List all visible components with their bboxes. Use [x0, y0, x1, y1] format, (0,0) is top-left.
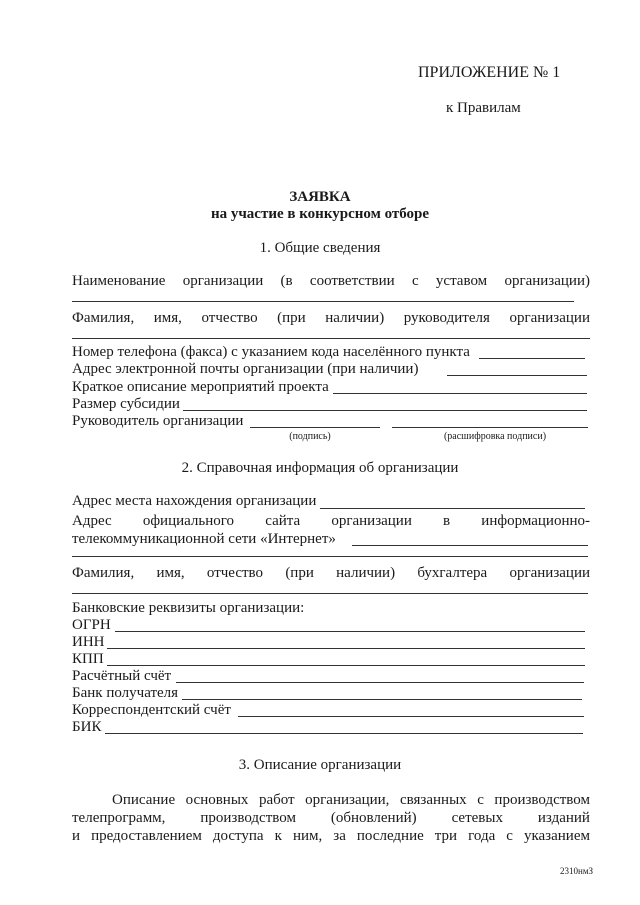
head-name-label: Фамилия, имя, отчество (при наличии) руководителя организации — [72, 310, 590, 326]
description-line-3: и предоставлением доступа к ним, за последние три года с указанием — [72, 828, 590, 844]
accountant-field[interactable] — [72, 593, 588, 594]
account-field[interactable] — [176, 682, 584, 683]
signature-field[interactable] — [250, 427, 380, 428]
website-label-line2: телекоммуникационной сети «Интернет» — [72, 531, 336, 547]
subsidy-field[interactable] — [183, 410, 587, 411]
email-field[interactable] — [447, 375, 587, 376]
decode-caption: (расшифровка подписи) — [443, 431, 547, 442]
website-field-extra[interactable] — [72, 556, 588, 557]
document-title: ЗАЯВКА — [289, 189, 351, 205]
head-name-field[interactable] — [72, 338, 590, 339]
website-field[interactable] — [352, 545, 588, 546]
subsidy-label: Размер субсидии — [72, 396, 180, 412]
bank-field[interactable] — [182, 699, 582, 700]
website-label: Адрес официального сайта организации в информационно- — [72, 513, 590, 529]
description-line-2: телепрограмм, производством (обновлений) сетевых изданий — [72, 810, 590, 826]
signature-caption: (подпись) — [289, 431, 331, 442]
bank-details-label: Банковские реквизиты организации: — [72, 600, 305, 616]
section-2-heading: 2. Справочная информация об организации — [181, 460, 459, 476]
document-subtitle: на участие в конкурсном отборе — [210, 206, 430, 222]
accountant-label: Фамилия, имя, отчество (при наличии) бухгалтера организации — [72, 565, 590, 581]
bik-field[interactable] — [105, 733, 583, 734]
rules-reference: к Правилам — [446, 100, 521, 116]
events-label: Краткое описание мероприятий проекта — [72, 379, 329, 395]
document-code: 2310нмЗ — [560, 866, 594, 876]
events-field[interactable] — [333, 393, 587, 394]
account-label: Расчётный счёт — [72, 668, 172, 684]
location-label: Адрес места нахождения организации — [72, 493, 317, 509]
org-name-field[interactable] — [72, 301, 574, 302]
bank-label: Банк получателя — [72, 685, 179, 701]
section-3-heading: 3. Описание организации — [238, 757, 402, 773]
inn-field[interactable] — [107, 648, 585, 649]
inn-label: ИНН — [72, 634, 105, 650]
corr-account-label: Корреспондентский счёт — [72, 702, 231, 718]
phone-field[interactable] — [479, 358, 585, 359]
ogrn-field[interactable] — [115, 631, 585, 632]
phone-label: Номер телефона (факса) с указанием кода населённого пункта — [72, 344, 470, 360]
email-label: Адрес электронной почты организации (при наличии) — [72, 361, 419, 377]
section-1-heading: 1. Общие сведения — [259, 240, 381, 256]
ogrn-label: ОГРН — [72, 617, 111, 633]
kpp-label: КПП — [72, 651, 104, 667]
bik-label: БИК — [72, 719, 102, 735]
location-field[interactable] — [320, 508, 585, 509]
org-name-label: Наименование организации (в соответствии с уставом организации) — [72, 273, 590, 289]
signature-decode-field[interactable] — [392, 427, 588, 428]
head-signature-label: Руководитель организации — [72, 413, 244, 429]
kpp-field[interactable] — [107, 665, 585, 666]
description-line-1: Описание основных работ организации, связанных с производством — [112, 792, 590, 808]
appendix-label: ПРИЛОЖЕНИЕ № 1 — [418, 64, 561, 81]
corr-account-field[interactable] — [238, 716, 584, 717]
